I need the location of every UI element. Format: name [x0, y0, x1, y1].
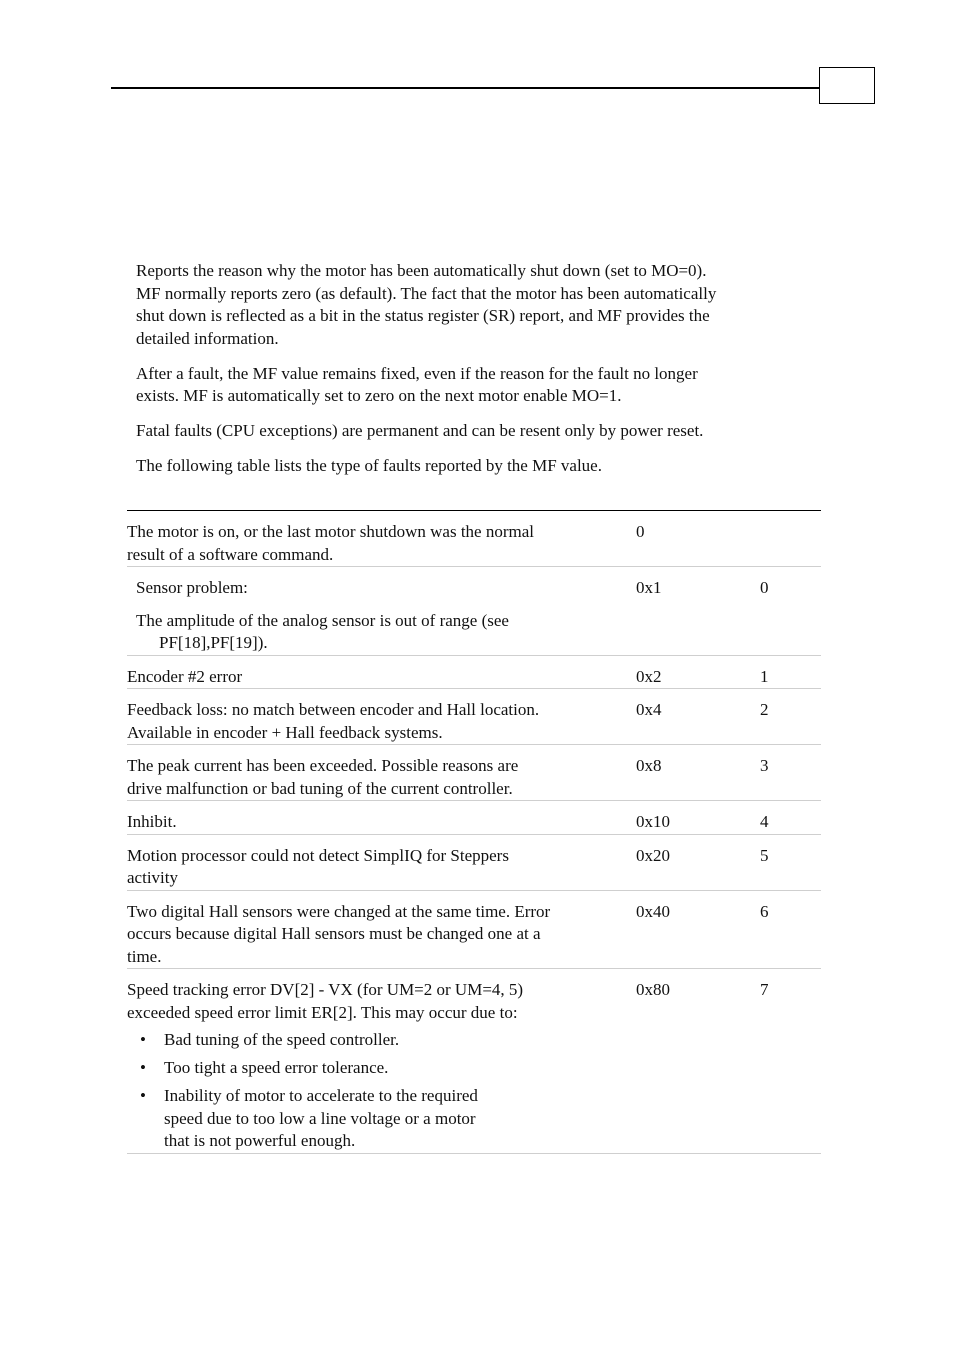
intro-paragraph [136, 363, 816, 408]
fault-bit-number: 5 [760, 845, 769, 865]
text-line: that is not powerful enough. [164, 1131, 356, 1150]
fault-hex-value: 0x1 [636, 578, 662, 597]
description-paragraph [127, 755, 627, 800]
text-line: The amplitude of the analog sensor is out of range (see [136, 610, 509, 630]
text-line: speed due to too low a line voltage or a motor [164, 1108, 476, 1128]
text-line: Speed tracking error DV[2] - VX (for UM=2 or UM=4, 5) [127, 980, 524, 999]
table-row [127, 801, 821, 835]
fault-hex-value: 0x8 [636, 756, 662, 775]
text-line: The peak current has been exceeded. Possible reasons are [127, 756, 519, 775]
description-paragraph [127, 577, 627, 600]
fault-description [127, 699, 627, 744]
fault-bit-number: 6 [760, 901, 769, 921]
text-line: time. [127, 946, 162, 966]
text-line: The following table lists the type of faults reported by the MF value. [136, 456, 602, 475]
description-paragraph [127, 901, 627, 969]
fault-hex-value: 0x10 [636, 812, 670, 831]
text-line: Feedback loss: no match between encoder and Hall location. [127, 700, 540, 719]
fault-hex-value: 0x20 [636, 845, 670, 865]
text-line: • Inability of motor to accelerate to the required [164, 1086, 478, 1105]
fault-bit-number: 1 [760, 666, 769, 686]
page-number-box [819, 67, 875, 104]
fault-description [127, 577, 627, 655]
text-line: Reports the reason why the motor has been automatically shut down (set to MO=0). [136, 261, 707, 280]
fault-description [127, 666, 627, 689]
bullet-item [127, 1029, 627, 1052]
description-paragraph [127, 811, 627, 834]
fault-bit-number: 2 [760, 700, 769, 719]
intro-paragraph [136, 260, 816, 350]
text-line: MF normally reports zero (as default). The fact that the motor has been automatically [136, 283, 717, 303]
text-line: Two digital Hall sensors were changed at the same time. Error [127, 901, 551, 921]
fault-table [127, 510, 821, 1154]
header-rule [111, 87, 819, 89]
text-line: exists. MF is automatically set to zero on the next motor enable MO=1. [136, 386, 622, 405]
bullet-item [127, 1057, 627, 1080]
fault-hex-value: 0x80 [636, 980, 670, 999]
description-paragraph [127, 699, 627, 744]
text-line: activity [127, 868, 178, 887]
fault-description [127, 901, 627, 969]
text-line: shut down is reflected as a bit in the status register (SR) report, and MF provides the [136, 306, 710, 325]
fault-hex-value: 0x4 [636, 700, 662, 719]
fault-description [127, 979, 627, 1153]
text-line: Sensor problem: [136, 578, 248, 597]
intro-paragraph [136, 455, 816, 478]
description-paragraph [127, 666, 627, 689]
fault-bit-number: 0 [760, 578, 769, 597]
text-line: exceeded speed error limit ER[2]. This may occur due to: [127, 1002, 518, 1022]
text-line: Fatal faults (CPU exceptions) are permanent and can be resent only by power reset. [136, 421, 704, 440]
fault-description [127, 755, 627, 800]
bullet-item [127, 1085, 627, 1153]
fault-bit-number: 7 [760, 980, 769, 999]
description-paragraph [127, 845, 627, 890]
text-line: • Bad tuning of the speed controller. [164, 1030, 400, 1049]
table-row [127, 891, 821, 970]
fault-hex-value: 0x2 [636, 666, 662, 686]
table-row [127, 745, 821, 801]
description-paragraph [127, 521, 627, 566]
table-row [127, 835, 821, 891]
text-line: Available in encoder + Hall feedback systems. [127, 722, 443, 742]
intro-text [136, 260, 816, 490]
text-line: PF[18],PF[19]). [159, 633, 268, 652]
text-line: drive malfunction or bad tuning of the current controller. [127, 778, 513, 798]
text-line: The motor is on, or the last motor shutdown was the normal [127, 522, 534, 541]
fault-description [127, 845, 627, 890]
table-row [127, 511, 821, 567]
text-line: • Too tight a speed error tolerance. [164, 1058, 389, 1077]
description-paragraph [127, 610, 627, 655]
text-line: result of a software command. [127, 544, 334, 564]
text-line: detailed information. [136, 328, 279, 348]
fault-description [127, 811, 627, 834]
table-row [127, 656, 821, 690]
text-line: Motion processor could not detect SimplIQ for Steppers [127, 845, 509, 865]
bullet-list [127, 1029, 627, 1153]
fault-bit-number: 3 [760, 756, 769, 775]
fault-bit-number: 4 [760, 812, 769, 831]
fault-description [127, 521, 627, 566]
fault-hex-value: 0x40 [636, 901, 670, 921]
text-line: After a fault, the MF value remains fixed, even if the reason for the fault no longer [136, 363, 698, 383]
intro-paragraph [136, 420, 816, 443]
table-row [127, 567, 821, 656]
text-line: occurs because digital Hall sensors must be changed one at a [127, 924, 541, 943]
text-line: Inhibit. [127, 812, 177, 831]
text-line: Encoder #2 error [127, 666, 243, 686]
description-paragraph [127, 979, 627, 1024]
table-row [127, 969, 821, 1154]
fault-hex-value: 0 [636, 522, 645, 541]
table-row [127, 689, 821, 745]
